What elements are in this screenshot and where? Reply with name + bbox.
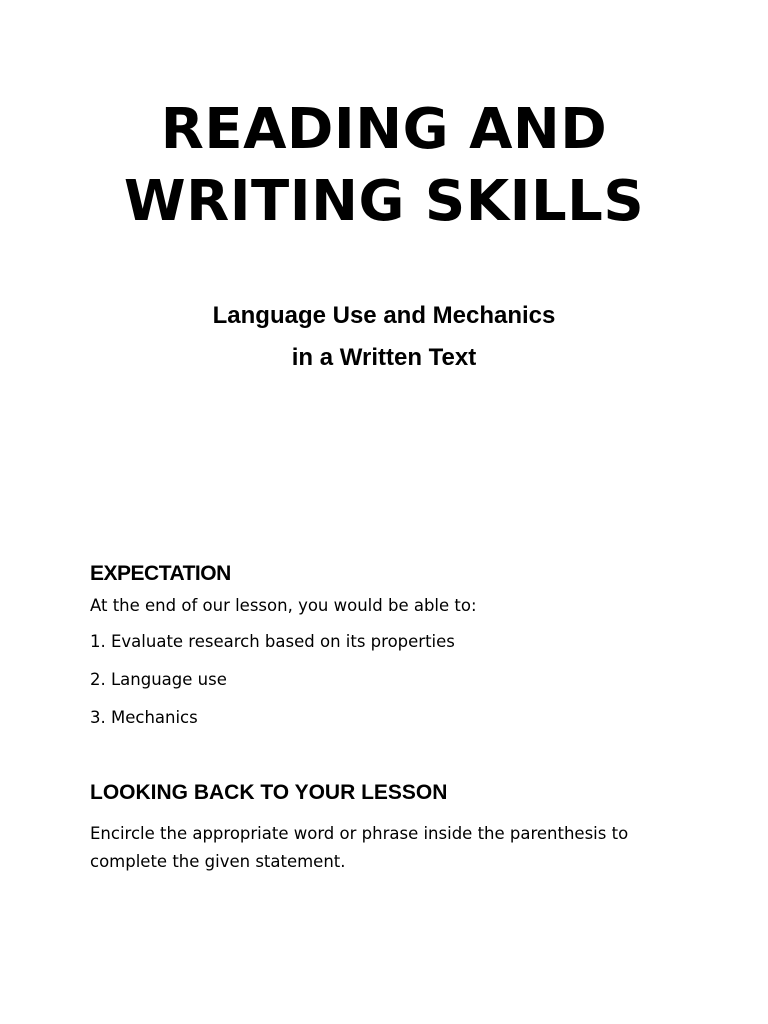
title-line-1: READING AND	[160, 97, 608, 162]
expectation-intro: At the end of our lesson, you would be able to:	[90, 596, 477, 615]
subtitle-line-1: Language Use and Mechanics	[212, 302, 556, 329]
document-subtitle	[0, 295, 768, 379]
title-line-2: WRITING SKILLS	[123, 169, 645, 234]
expectation-item-2: 2. Language use	[90, 670, 227, 689]
subtitle-line-2: in a Written Text	[291, 344, 477, 371]
looking-back-instruction: Encircle the appropriate word or phrase inside the parenthesis to complete the given statement.	[90, 824, 629, 871]
expectation-heading: EXPECTATION	[90, 562, 231, 585]
document-title	[0, 94, 768, 238]
looking-back-heading: LOOKING BACK TO YOUR LESSON	[90, 781, 448, 804]
expectation-item-3: 3. Mechanics	[90, 708, 198, 727]
expectation-item-1: 1. Evaluate research based on its properties	[90, 632, 455, 651]
